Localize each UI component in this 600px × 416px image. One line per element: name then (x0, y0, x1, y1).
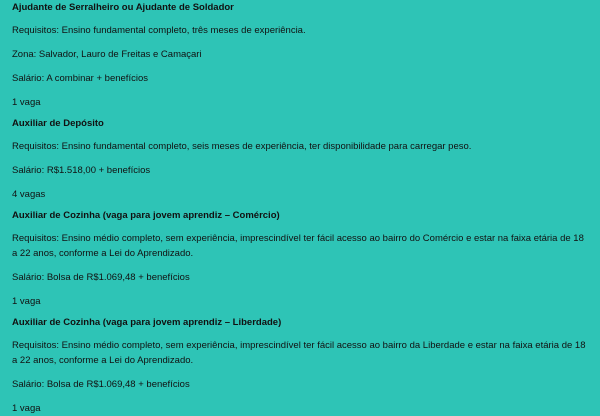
job-title: Auxiliar de Cozinha (vaga para jovem aprendiz – Liberdade) (12, 317, 282, 328)
job-zone: Zona: Salvador, Lauro de Freitas e Camaçari (12, 49, 202, 60)
job-item (12, 0, 590, 110)
job-vacancies: 1 vaga (12, 97, 41, 108)
job-item (12, 116, 590, 202)
job-salary: Salário: Bolsa de R$1.069,48 + benefícios (12, 272, 190, 283)
job-vacancies: 4 vagas (12, 189, 46, 200)
job-title: Auxiliar de Depósito (12, 118, 104, 129)
job-requirements: Requisitos: Ensino fundamental completo, seis meses de experiência, ter disponibilidade para carregar peso. (12, 141, 472, 152)
job-salary: Salário: A combinar + benefícios (12, 73, 148, 84)
job-salary: Salário: R$1.518,00 + benefícios (12, 165, 151, 176)
job-vacancies: 1 vaga (12, 403, 41, 414)
job-requirements: Requisitos: Ensino médio completo, sem experiência, imprescindível ter fácil acesso ao bairro da Liberdade e estar na faixa etária de 18 a 22 anos, conforme a Lei do Aprendizado. (12, 340, 586, 366)
job-item (12, 208, 590, 309)
job-requirements: Requisitos: Ensino médio completo, sem experiência, imprescindível ter fácil acesso ao bairro do Comércio e estar na faixa etária de 18 a 22 anos, conforme a Lei do Aprendizado. (12, 233, 584, 259)
job-vacancies: 1 vaga (12, 296, 41, 307)
job-requirements: Requisitos: Ensino fundamental completo, três meses de experiência. (12, 25, 306, 36)
job-item (12, 315, 590, 416)
job-title: Auxiliar de Cozinha (vaga para jovem aprendiz – Comércio) (12, 210, 280, 221)
job-salary: Salário: Bolsa de R$1.069,48 + benefícios (12, 379, 190, 390)
job-title: Ajudante de Serralheiro ou Ajudante de Soldador (12, 2, 234, 13)
